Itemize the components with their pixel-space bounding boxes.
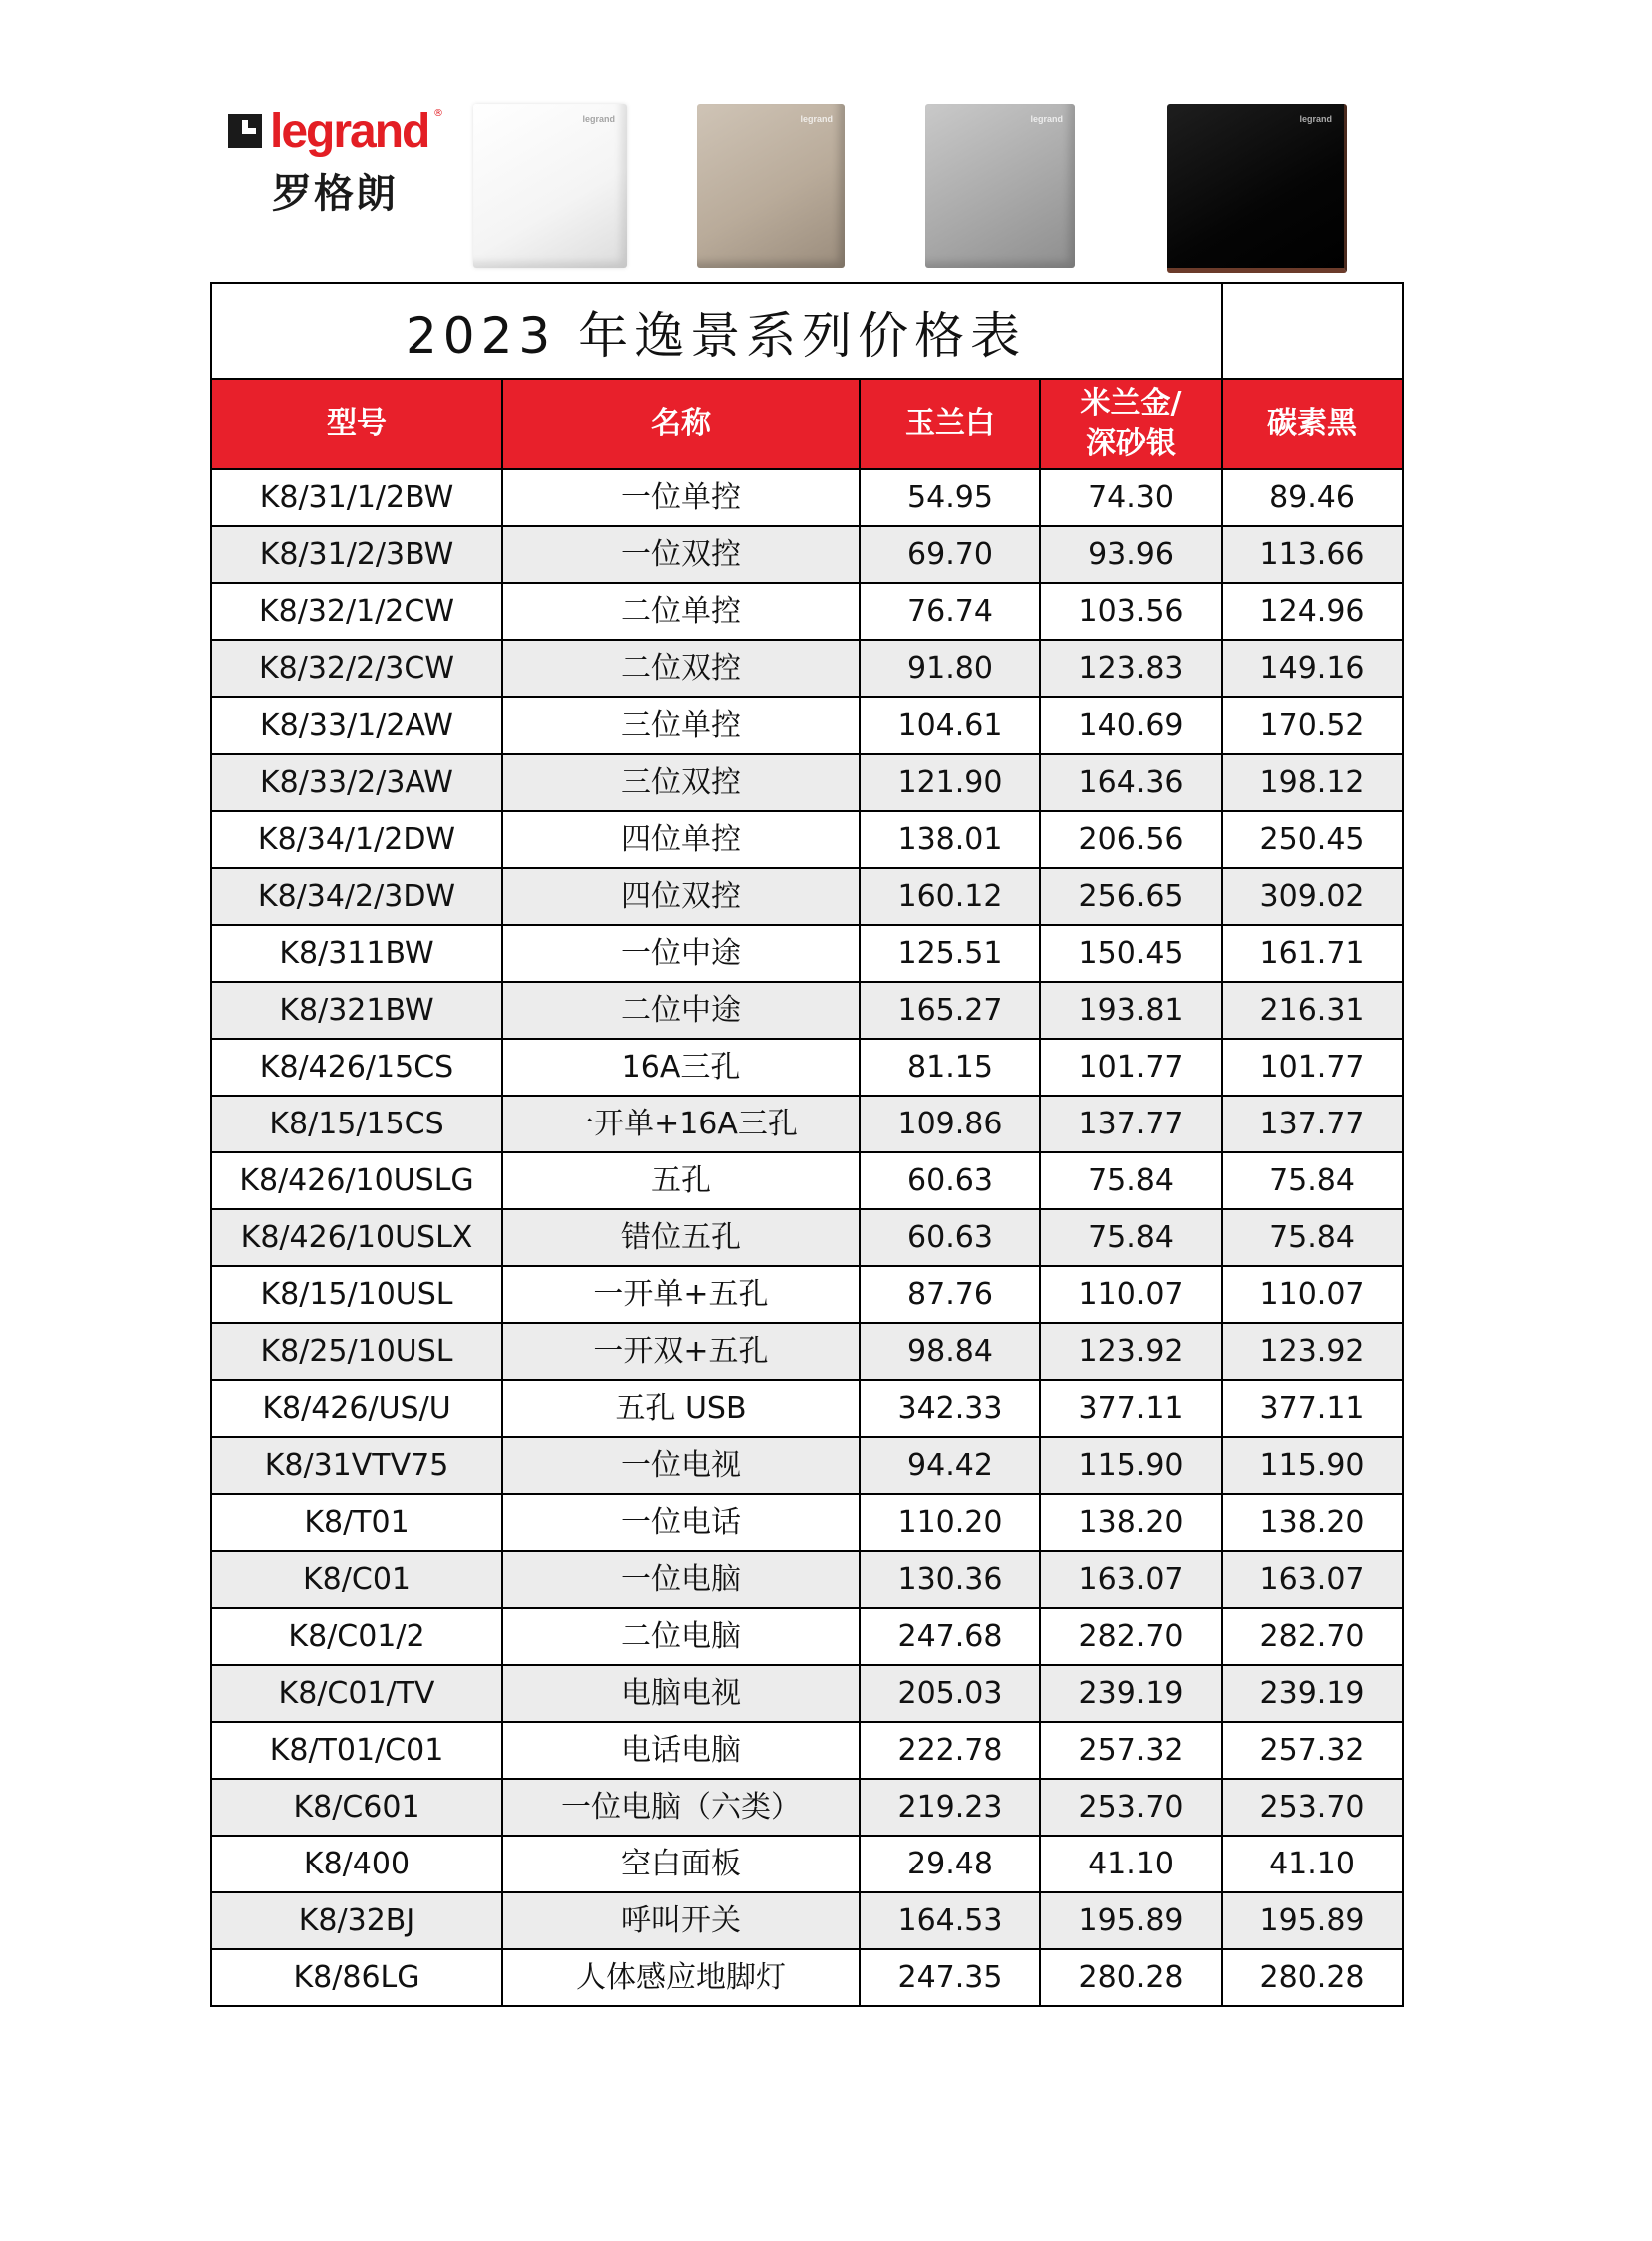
table-title: 2023 年逸景系列价格表 xyxy=(211,283,1222,379)
cell-gold-silver-price: 164.36 xyxy=(1040,754,1222,811)
cell-black-price: 137.77 xyxy=(1222,1096,1403,1152)
cell-white-price: 222.78 xyxy=(860,1722,1040,1779)
cell-name: 一开单+16A三孔 xyxy=(502,1096,860,1152)
table-row xyxy=(211,469,1403,526)
table-row xyxy=(211,526,1403,583)
cell-gold-silver-price: 123.92 xyxy=(1040,1323,1222,1380)
cell-gold-silver-price: 206.56 xyxy=(1040,811,1222,868)
table-row xyxy=(211,1949,1403,2006)
cell-model: K8/31/2/3BW xyxy=(211,526,502,583)
table-row xyxy=(211,1608,1403,1665)
cell-name: 二位单控 xyxy=(502,583,860,640)
cell-white-price: 94.42 xyxy=(860,1437,1040,1494)
cell-black-price: 161.71 xyxy=(1222,925,1403,982)
cell-gold-silver-price: 256.65 xyxy=(1040,868,1222,925)
cell-name: 四位单控 xyxy=(502,811,860,868)
cell-model: K8/15/15CS xyxy=(211,1096,502,1152)
cell-gold-silver-price: 257.32 xyxy=(1040,1722,1222,1779)
header-gold-silver xyxy=(1040,379,1222,469)
cell-gold-silver-price: 239.19 xyxy=(1040,1665,1222,1722)
cell-gold-silver-price: 195.89 xyxy=(1040,1892,1222,1949)
cell-white-price: 69.70 xyxy=(860,526,1040,583)
cell-name: 电话电脑 xyxy=(502,1722,860,1779)
cell-black-price: 113.66 xyxy=(1222,526,1403,583)
cell-black-price: 280.28 xyxy=(1222,1949,1403,2006)
table-row xyxy=(211,868,1403,925)
cell-gold-silver-price: 280.28 xyxy=(1040,1949,1222,2006)
cell-white-price: 165.27 xyxy=(860,982,1040,1039)
table-row xyxy=(211,1494,1403,1551)
table-row xyxy=(211,1892,1403,1949)
cell-white-price: 60.63 xyxy=(860,1152,1040,1209)
cell-gold-silver-price: 93.96 xyxy=(1040,526,1222,583)
cell-name: 空白面板 xyxy=(502,1836,860,1892)
cell-white-price: 164.53 xyxy=(860,1892,1040,1949)
table-row xyxy=(211,1380,1403,1437)
cell-model: K8/321BW xyxy=(211,982,502,1039)
cell-white-price: 98.84 xyxy=(860,1323,1040,1380)
table-row xyxy=(211,1323,1403,1380)
cell-model: K8/34/1/2DW xyxy=(211,811,502,868)
table-row xyxy=(211,1266,1403,1323)
cell-black-price: 101.77 xyxy=(1222,1039,1403,1096)
cell-model: K8/C01 xyxy=(211,1551,502,1608)
cell-white-price: 60.63 xyxy=(860,1209,1040,1266)
header-white: 玉兰白 xyxy=(860,379,1040,469)
cell-black-price: 309.02 xyxy=(1222,868,1403,925)
cell-name: 四位双控 xyxy=(502,868,860,925)
cell-white-price: 219.23 xyxy=(860,1779,1040,1836)
cell-model: K8/426/10USLX xyxy=(211,1209,502,1266)
cell-model: K8/400 xyxy=(211,1836,502,1892)
swatch-brand-label: legrand xyxy=(800,114,833,124)
cell-model: K8/86LG xyxy=(211,1949,502,2006)
cell-name: 三位单控 xyxy=(502,697,860,754)
legrand-mark-icon xyxy=(228,114,262,148)
cell-gold-silver-price: 377.11 xyxy=(1040,1380,1222,1437)
cell-name: 电脑电视 xyxy=(502,1665,860,1722)
cell-black-price: 110.07 xyxy=(1222,1266,1403,1323)
table-row xyxy=(211,1665,1403,1722)
brand-reg-mark: ® xyxy=(433,108,443,119)
title-blank-cell xyxy=(1222,283,1403,379)
table-row xyxy=(211,982,1403,1039)
cell-black-price: 138.20 xyxy=(1222,1494,1403,1551)
cell-model: K8/32/2/3CW xyxy=(211,640,502,697)
table-header-row xyxy=(211,379,1403,469)
cell-name: 一位双控 xyxy=(502,526,860,583)
cell-name: 呼叫开关 xyxy=(502,1892,860,1949)
cell-gold-silver-price: 115.90 xyxy=(1040,1437,1222,1494)
cell-gold-silver-price: 75.84 xyxy=(1040,1152,1222,1209)
cell-black-price: 282.70 xyxy=(1222,1608,1403,1665)
cell-model: K8/32/1/2CW xyxy=(211,583,502,640)
cell-gold-silver-price: 75.84 xyxy=(1040,1209,1222,1266)
cell-white-price: 247.35 xyxy=(860,1949,1040,2006)
cell-white-price: 104.61 xyxy=(860,697,1040,754)
cell-model: K8/426/10USLG xyxy=(211,1152,502,1209)
cell-gold-silver-price: 150.45 xyxy=(1040,925,1222,982)
swatch-brand-label: legrand xyxy=(1030,114,1063,124)
cell-gold-silver-price: 101.77 xyxy=(1040,1039,1222,1096)
table-row xyxy=(211,1209,1403,1266)
cell-model: K8/C01/TV xyxy=(211,1665,502,1722)
cell-model: K8/426/15CS xyxy=(211,1039,502,1096)
silver-switch-image xyxy=(925,104,1075,268)
header-model: 型号 xyxy=(211,379,502,469)
cell-model: K8/15/10USL xyxy=(211,1266,502,1323)
cell-name: 一位电脑（六类） xyxy=(502,1779,860,1836)
cell-gold-silver-price: 103.56 xyxy=(1040,583,1222,640)
brand-logo xyxy=(228,104,447,217)
table-row xyxy=(211,925,1403,982)
cell-model: K8/31/1/2BW xyxy=(211,469,502,526)
cell-white-price: 138.01 xyxy=(860,811,1040,868)
cell-name: 16A三孔 xyxy=(502,1039,860,1096)
cell-black-price: 377.11 xyxy=(1222,1380,1403,1437)
cell-model: K8/C601 xyxy=(211,1779,502,1836)
cell-black-price: 149.16 xyxy=(1222,640,1403,697)
cell-model: K8/426/US/U xyxy=(211,1380,502,1437)
cell-name: 五孔 xyxy=(502,1152,860,1209)
cell-black-price: 195.89 xyxy=(1222,1892,1403,1949)
white-switch-image xyxy=(473,104,627,268)
cell-gold-silver-price: 253.70 xyxy=(1040,1779,1222,1836)
cell-white-price: 29.48 xyxy=(860,1836,1040,1892)
cell-gold-silver-price: 41.10 xyxy=(1040,1836,1222,1892)
table-row xyxy=(211,754,1403,811)
price-table xyxy=(210,282,1404,2007)
cell-white-price: 54.95 xyxy=(860,469,1040,526)
cell-white-price: 342.33 xyxy=(860,1380,1040,1437)
cell-white-price: 130.36 xyxy=(860,1551,1040,1608)
cell-model: K8/T01/C01 xyxy=(211,1722,502,1779)
cell-black-price: 89.46 xyxy=(1222,469,1403,526)
cell-white-price: 121.90 xyxy=(860,754,1040,811)
cell-gold-silver-price: 74.30 xyxy=(1040,469,1222,526)
cell-black-price: 253.70 xyxy=(1222,1779,1403,1836)
table-body xyxy=(211,469,1403,2006)
cell-model: K8/33/2/3AW xyxy=(211,754,502,811)
cell-gold-silver-price: 282.70 xyxy=(1040,1608,1222,1665)
table-row xyxy=(211,1152,1403,1209)
cell-black-price: 250.45 xyxy=(1222,811,1403,868)
table-row xyxy=(211,1437,1403,1494)
cell-black-price: 115.90 xyxy=(1222,1437,1403,1494)
cell-name: 五孔 USB xyxy=(502,1380,860,1437)
table-row xyxy=(211,697,1403,754)
cell-gold-silver-price: 163.07 xyxy=(1040,1551,1222,1608)
cell-model: K8/32BJ xyxy=(211,1892,502,1949)
table-row xyxy=(211,1039,1403,1096)
cell-black-price: 198.12 xyxy=(1222,754,1403,811)
cell-model: K8/34/2/3DW xyxy=(211,868,502,925)
table-row xyxy=(211,1551,1403,1608)
cell-black-price: 239.19 xyxy=(1222,1665,1403,1722)
cell-black-price: 75.84 xyxy=(1222,1209,1403,1266)
cell-name: 一开双+五孔 xyxy=(502,1323,860,1380)
cell-white-price: 247.68 xyxy=(860,1608,1040,1665)
table-row xyxy=(211,1836,1403,1892)
header-gold: 米兰金/ xyxy=(1080,386,1182,421)
cell-name: 一位电话 xyxy=(502,1494,860,1551)
cell-name: 错位五孔 xyxy=(502,1209,860,1266)
cell-black-price: 216.31 xyxy=(1222,982,1403,1039)
cell-name: 一位电视 xyxy=(502,1437,860,1494)
cell-black-price: 170.52 xyxy=(1222,697,1403,754)
cell-model: K8/C01/2 xyxy=(211,1608,502,1665)
cell-model: K8/25/10USL xyxy=(211,1323,502,1380)
table-row xyxy=(211,583,1403,640)
cell-white-price: 110.20 xyxy=(860,1494,1040,1551)
cell-model: K8/T01 xyxy=(211,1494,502,1551)
cell-name: 一位单控 xyxy=(502,469,860,526)
gold-switch-image xyxy=(697,104,845,268)
cell-gold-silver-price: 193.81 xyxy=(1040,982,1222,1039)
cell-gold-silver-price: 123.83 xyxy=(1040,640,1222,697)
cell-white-price: 76.74 xyxy=(860,583,1040,640)
cell-gold-silver-price: 110.07 xyxy=(1040,1266,1222,1323)
cell-model: K8/31VTV75 xyxy=(211,1437,502,1494)
table-row xyxy=(211,1779,1403,1836)
brand-name: legrand xyxy=(270,105,429,158)
cell-name: 二位双控 xyxy=(502,640,860,697)
header-silver: 深砂银 xyxy=(1086,426,1176,461)
cell-white-price: 81.15 xyxy=(860,1039,1040,1096)
cell-black-price: 124.96 xyxy=(1222,583,1403,640)
cell-white-price: 87.76 xyxy=(860,1266,1040,1323)
cell-black-price: 257.32 xyxy=(1222,1722,1403,1779)
table-row xyxy=(211,811,1403,868)
cell-name: 二位中途 xyxy=(502,982,860,1039)
cell-white-price: 160.12 xyxy=(860,868,1040,925)
cell-model: K8/311BW xyxy=(211,925,502,982)
cell-name: 一位电脑 xyxy=(502,1551,860,1608)
swatch-brand-label: legrand xyxy=(1299,114,1332,124)
black-switch-image xyxy=(1167,104,1347,273)
cell-gold-silver-price: 138.20 xyxy=(1040,1494,1222,1551)
table-row xyxy=(211,640,1403,697)
cell-name: 三位双控 xyxy=(502,754,860,811)
table-row xyxy=(211,1096,1403,1152)
brand-chinese-name: 罗格朗 xyxy=(272,171,398,217)
table-row xyxy=(211,1722,1403,1779)
cell-black-price: 123.92 xyxy=(1222,1323,1403,1380)
cell-gold-silver-price: 140.69 xyxy=(1040,697,1222,754)
cell-gold-silver-price: 137.77 xyxy=(1040,1096,1222,1152)
cell-white-price: 125.51 xyxy=(860,925,1040,982)
cell-name: 人体感应地脚灯 xyxy=(502,1949,860,2006)
header-name: 名称 xyxy=(502,379,860,469)
cell-black-price: 41.10 xyxy=(1222,1836,1403,1892)
header-black: 碳素黑 xyxy=(1222,379,1403,469)
cell-name: 二位电脑 xyxy=(502,1608,860,1665)
swatch-brand-label: legrand xyxy=(582,114,615,124)
cell-name: 一开单+五孔 xyxy=(502,1266,860,1323)
cell-white-price: 109.86 xyxy=(860,1096,1040,1152)
cell-white-price: 91.80 xyxy=(860,640,1040,697)
cell-model: K8/33/1/2AW xyxy=(211,697,502,754)
cell-white-price: 205.03 xyxy=(860,1665,1040,1722)
cell-black-price: 75.84 xyxy=(1222,1152,1403,1209)
cell-black-price: 163.07 xyxy=(1222,1551,1403,1608)
cell-name: 一位中途 xyxy=(502,925,860,982)
